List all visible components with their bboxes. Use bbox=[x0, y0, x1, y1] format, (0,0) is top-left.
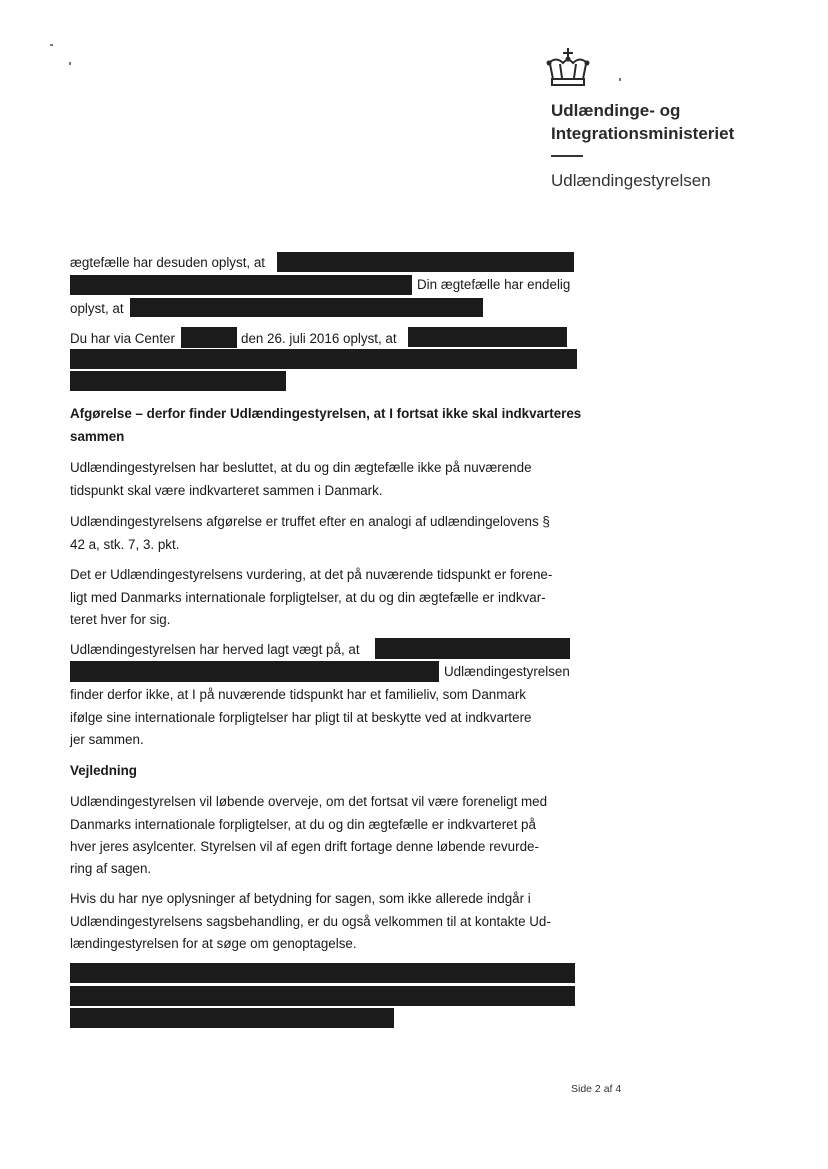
text-line: Du har via Center bbox=[70, 331, 175, 346]
redaction-bar bbox=[70, 349, 577, 369]
redaction-bar bbox=[375, 638, 570, 659]
text-line: Udlændingestyrelsen har besluttet, at du og din ægtefælle ikke på nuværende bbox=[70, 460, 532, 475]
text-line: Udlændingestyrelsen har herved lagt vægt på, at bbox=[70, 642, 360, 657]
text-line: Udlændingestyrelsens afgørelse er truffet efter en analogi af udlændingelovens § bbox=[70, 514, 550, 529]
text-line: 42 a, stk. 7, 3. pkt. bbox=[70, 537, 180, 552]
scan-speck bbox=[50, 44, 53, 46]
text-line: ifølge sine internationale forpligtelser har pligt til at beskytte ved at indkvartere bbox=[70, 710, 532, 725]
page-number: Side 2 af 4 bbox=[571, 1083, 622, 1095]
ministry-name-line2: Integrationsministeriet bbox=[551, 124, 735, 143]
ministry-name bbox=[551, 99, 734, 145]
redaction-bar bbox=[70, 371, 286, 391]
text-line: Det er Udlændingestyrelsens vurdering, at det på nuværende tidspunkt er forene- bbox=[70, 567, 553, 582]
scan-speck bbox=[69, 62, 71, 65]
text-line: Danmarks internationale forpligtelser, at du og din ægtefælle er indkvarteret på bbox=[70, 817, 536, 832]
text-line: Udlændingestyrelsen bbox=[444, 664, 570, 679]
redaction-bar bbox=[70, 1008, 394, 1028]
text-line: hver jeres asylcenter. Styrelsen vil af egen drift fortage denne løbende revurde- bbox=[70, 839, 539, 854]
scan-speck bbox=[619, 78, 621, 81]
redaction-bar bbox=[408, 327, 567, 347]
text-line: finder derfor ikke, at I på nuværende tidspunkt har et familieliv, som Danmark bbox=[70, 687, 526, 702]
ministry-name-line1: Udlændinge- og bbox=[551, 101, 681, 120]
section-heading: Vejledning bbox=[70, 763, 137, 778]
text-line: Hvis du har nye oplysninger af betydning for sagen, som ikke allerede indgår i bbox=[70, 891, 531, 906]
text-line: Udlændingestyrelsen vil løbende overveje, om det fortsat vil være foreneligt med bbox=[70, 794, 548, 809]
text-line: teret hver for sig. bbox=[70, 612, 171, 627]
redaction-bar bbox=[70, 661, 439, 682]
text-line: ægtefælle har desuden oplyst, at bbox=[70, 255, 266, 270]
text-line: ligt med Danmarks internationale forpligtelser, at du og din ægtefælle er indkvar- bbox=[70, 590, 546, 605]
text-line: ring af sagen. bbox=[70, 861, 152, 876]
redaction-bar bbox=[130, 298, 483, 317]
text-line: Udlændingestyrelsens sagsbehandling, er du også velkommen til at kontakte Ud- bbox=[70, 914, 551, 929]
text-line: tidspunkt skal være indkvarteret sammen i Danmark. bbox=[70, 483, 383, 498]
text-line: Din ægtefælle har endelig bbox=[417, 277, 571, 292]
redaction-bar bbox=[70, 986, 575, 1006]
redaction-bar bbox=[181, 327, 237, 348]
text-line: den 26. juli 2016 oplyst, at bbox=[241, 331, 397, 346]
text-line: jer sammen. bbox=[70, 732, 144, 747]
letterhead-divider bbox=[551, 155, 583, 157]
text-line: lændingestyrelsen for at søge om genoptagelse. bbox=[70, 936, 357, 951]
royal-crown-icon bbox=[544, 46, 592, 88]
redaction-bar bbox=[277, 252, 574, 272]
section-heading: Afgørelse – derfor finder Udlændingestyrelsen, at I fortsat ikke skal indkvarteres bbox=[70, 406, 582, 421]
section-heading: sammen bbox=[70, 429, 125, 444]
redaction-bar bbox=[70, 963, 575, 983]
redaction-bar bbox=[70, 275, 412, 295]
agency-name: Udlændingestyrelsen bbox=[551, 171, 711, 190]
text-line: oplyst, at bbox=[70, 301, 124, 316]
